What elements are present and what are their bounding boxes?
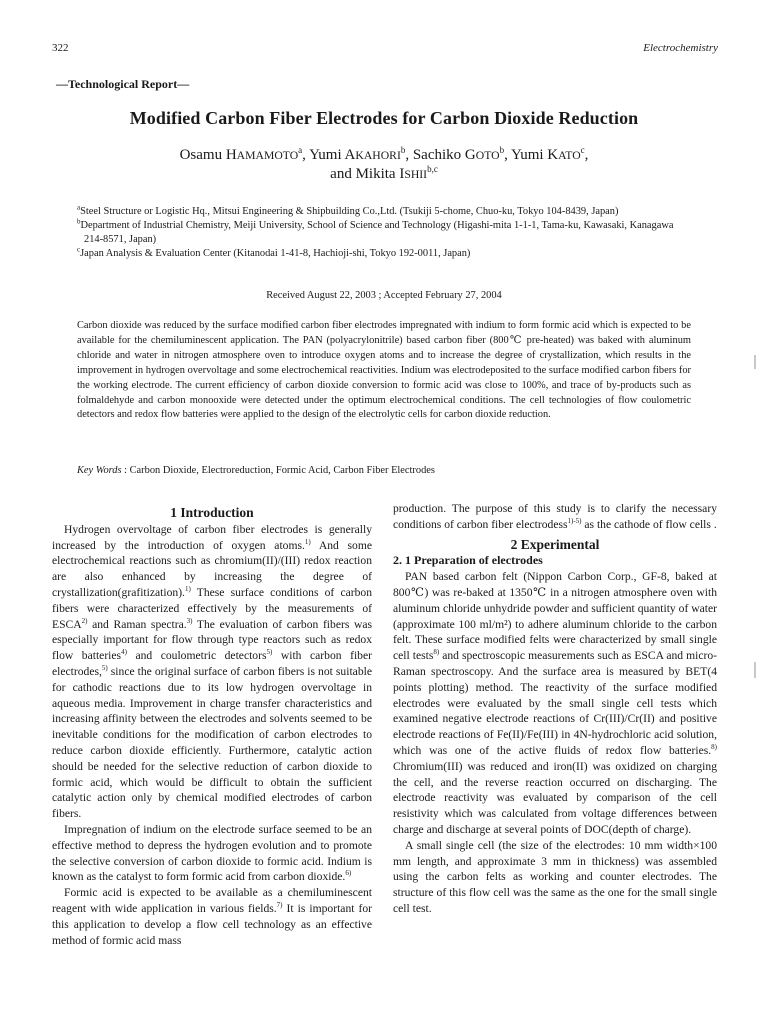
left-column — [52, 501, 372, 948]
citation-ref: 7) — [276, 901, 283, 910]
author-affiliation-mark: b — [499, 145, 505, 155]
citation-ref: 8) — [433, 648, 440, 657]
citation-ref: 1) — [304, 537, 311, 546]
author-given-name: Yumi — [309, 147, 345, 163]
author-given-name: Osamu — [179, 147, 226, 163]
paragraph: PAN based carbon felt (Nippon Carbon Corp., GF-8, baked at 800℃) was re-baked at 1350℃ in a nitrogen atmosphere oven with aluminum chloride unhydride powder and sufficient quantity of water (approximate 100 ml/m²) to adhere aluminum chloride to the carbon felt. These surface modified felts were characterized by small single cell tests$^{8)}$ and spectroscopic measurements such as ESCA and micro-Raman spectroscopy. And the surface area is measured by BET(4 points plotting) method. The reactivity of the surface modified electrodes were evaluated by the small single cell tests which examined negative electrode reactions of Cr(III)/Cr(II) and positive electrode reactions of Fe(II)/Fe(III) in 4N-hydrochloric acid solution, which was one of the active fluids of redox flow batteries.$^{8)}$ Chromium(III) was reduced and iron(II) was oxidized on charging the cell, and the reverse reaction occurred on discharging. The electrode reactivity was evaluated by comparison of the cell resistivity which was calculated from voltage differences between charge and discharge at several points of DOC(depth of charge). — [393, 570, 717, 836]
citation-ref: 5) — [101, 664, 108, 673]
citation-ref: 1) — [184, 585, 191, 594]
keywords-text: : Carbon Dioxide, Electroreduction, Formic Acid, Carbon Fiber Electrodes — [121, 465, 435, 476]
affiliation — [77, 205, 693, 219]
keywords — [77, 465, 691, 476]
abstract: Carbon dioxide was reduced by the surface modified carbon fiber electrodes impregnated with indium to form formic acid which is expected to be available for the chemiluminescent application. The PAN (polyacrylonitrile) based carbon fiber (800℃ pre-heated) was baked with aluminum chloride and water in nitrogen atmosphere oven to introduce oxygen atoms and to increase the degree of crystallization, which results in the improvement in hydrogen overvoltage and some electrochemical reactivities. Indium was electrodeposited to the surface modified carbon fibers for the working electrode. The current efficiency of carbon dioxide conversion to formic acid was close to 100%, and trace of by-products such as folmaldehyde and carbon monooxide were detected under the optimum electrochemical conditions. The cell technologies of flow coulometric detectors and redox flow batteries were applied to the design of the electrolytic cells for carbon dioxide reduction. — [77, 320, 691, 421]
author-given-name: Sachiko — [412, 147, 465, 163]
affiliation-mark: c — [77, 245, 81, 254]
citation-ref: 4) — [121, 648, 127, 657]
surname-smallcaps: ATO — [558, 149, 581, 162]
journal-name: Electrochemistry — [643, 42, 718, 54]
introduction-continued: production. The purpose of this study is to clarify the necessary conditions of carbon fiber electrodess$^{1)-5)}$ as the cathode of flow cells . — [393, 502, 717, 531]
paragraph: Hydrogen overvoltage of carbon fiber electrodes is generally increased by the introduction of oxygen atoms.$^{1)}$ And some electrochemical reactions such as chromium(II)/(III) redox reaction are also enhanced by increasing the degree of crystallization(grafitization).$^{1)}$ These surface conditions of carbon fibers were characterized effectively by the measurements of ESCA$^{2)}$ and Raman spectra.$^{3)}$ The evaluation of carbon fibers was especially important for flow through type reactors such as redox flow batteries$^{4)}$ and coulometric detectors$^{5)}$ with carbon fiber electrodes,$^{5)}$ since the original surface of carbon fibers is not suitable for cathodic reactions due to its low hydrogen overvoltage in aqueous media. Improvement in charge transfer characteristics and increasing affinity between the electrodes and solvents seemed to be inevitable conditions for the modification of carbon electrodes to reduce carbon dioxide efficiently. Furthermore, catalytic action should be needed for the selective reduction of carbon dioxide to formic acid, which would be difficult to obtain the sufficient catalytic action only by chemical modified electrodes of carbon fibers. — [52, 522, 372, 821]
author-affiliation-mark: b — [400, 145, 406, 155]
surname-smallcaps: AMAMOTO — [236, 149, 299, 162]
section-heading-introduction: 1 Introduction — [170, 505, 254, 520]
affiliation-text: Japan Analysis & Evaluation Center (Kitanodai 1-41-8, Hachioji-shi, Tokyo 192-0011, Japan) — [80, 248, 471, 259]
right-column — [393, 501, 717, 917]
author-line-1: Osamu HAMAMOTO$^a$, Yumi AKAHORI$^b$, Sachiko GOTO$^b$, Yumi KATO$^c$, — [179, 145, 589, 163]
citation-ref: 2) — [81, 616, 88, 625]
author-prefix: and Mikita — [330, 166, 400, 182]
author-surname: ISHII — [399, 166, 428, 182]
affiliation-text: Steel Structure or Logistic Hq., Mitsui Engineering & Shipbuilding Co.,Ltd. (Tsukiji 5-chome, Chuo-ku, Tokyo 104-8439, Japan) — [80, 206, 619, 217]
affiliation-mark: a — [77, 203, 81, 212]
author-surname: KATO — [547, 147, 581, 163]
received-dates: Received August 22, 2003 ; Accepted February 27, 2004 — [266, 290, 502, 301]
author-list — [0, 146, 768, 184]
paragraph: Formic acid is expected to be available as a chemiluminescent reagent with wide application in various fields.$^{7)}$ It is important for this application to develop a flow cell technology as an effective method of formic acid mass — [52, 886, 372, 947]
author-affiliation-mark: b,c — [427, 164, 438, 174]
author-surname: AKAHORI — [344, 147, 401, 163]
affiliations — [77, 205, 693, 261]
report-type-label: —Technological Report— — [56, 77, 190, 91]
scan-artifact — [754, 662, 756, 678]
affiliation — [77, 247, 693, 261]
author-surname: GOTO — [464, 147, 500, 163]
citation-ref: 6) — [345, 869, 352, 878]
paragraph: Impregnation of indium on the electrode surface seemed to be an effective method to depress the hydrogen evolution and to promote the selective conversion of carbon dioxide to formic acid. Indium is known as the catalyst to form formic acid from carbon dioxide.$^{6)}$ — [52, 822, 372, 884]
citation-ref: 3) — [186, 616, 193, 625]
section-heading-experimental: 2 Experimental — [510, 536, 600, 552]
author-given-name: Yumi — [511, 147, 548, 163]
keywords-label: Key Words — [77, 465, 122, 476]
scan-artifact — [754, 355, 756, 369]
subsection-heading-preparation: 2. 1 Preparation of electrodes — [393, 553, 543, 568]
author-surname: HAMAMOTO — [225, 147, 299, 163]
paper-title: Modified Carbon Fiber Electrodes for Carbon Dioxide Reduction — [129, 108, 639, 128]
experimental-body — [393, 569, 717, 917]
affiliation — [77, 219, 693, 247]
paragraph: A small single cell (the size of the electrodes: 10 mm width×100 mm length, and approximate 3 mm in thickness) was assembled using the carbon felts as working and counter electrodes. The structure of this flow cell was the same as the one for the small single cell test. — [393, 838, 717, 915]
citation-ref: 5) — [266, 648, 273, 657]
author-affiliation-mark: c — [580, 145, 585, 155]
surname-smallcaps: OTO — [475, 149, 500, 162]
author-line-2 — [0, 165, 768, 184]
page-number: 322 — [52, 42, 69, 54]
citation-ref: 8) — [711, 743, 717, 752]
author-affiliation-mark: a — [298, 145, 303, 155]
surname-smallcaps: SHII — [404, 168, 428, 181]
surname-smallcaps: KAHORI — [355, 149, 401, 162]
introduction-body — [52, 522, 372, 949]
affiliation-mark: b — [77, 217, 81, 226]
affiliation-text: Department of Industrial Chemistry, Meiji University, School of Science and Technology (Higashi-mita 1-1-1, Tama-ku, Kawasaki, Kanagawa 214-8571, Japan) — [80, 220, 674, 245]
citation-ref: 1)-5) — [567, 516, 582, 525]
